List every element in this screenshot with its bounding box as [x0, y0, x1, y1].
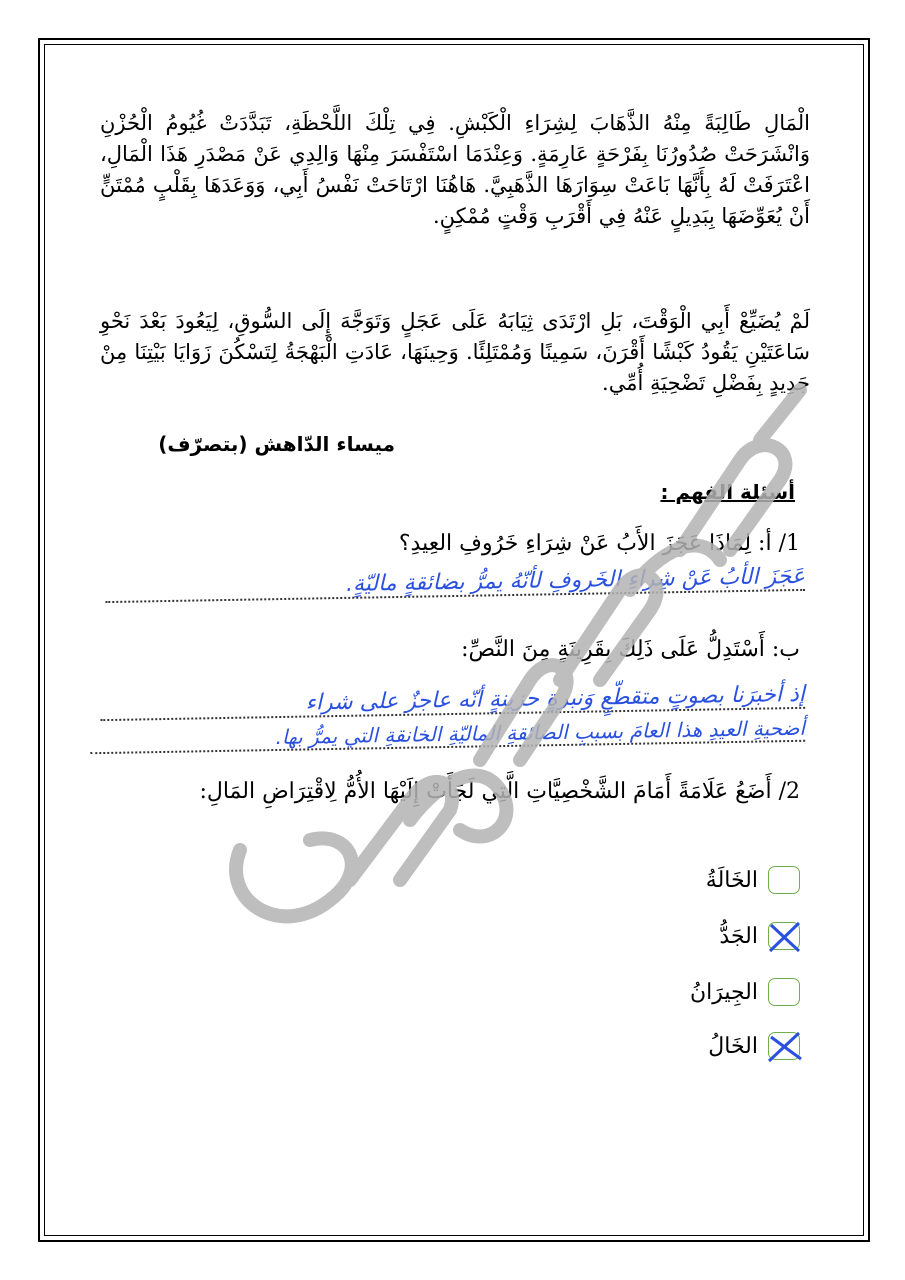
question-1b: ب: أَسْتَدِلُّ عَلَى ذَلِكَ بِقَرِينَةٍ مِنَ النَّصِّ:: [461, 637, 800, 662]
option-label: الخَالَةُ: [705, 867, 758, 893]
comprehension-heading: أسئلة الفهم :: [660, 480, 795, 504]
cross-mark-icon: [767, 1029, 803, 1065]
story-paragraph-2: لَمْ يُضَيِّعْ أَبِي الْوَقْتَ، بَلِ ارْتَدَى ثِيَابَهُ عَلَى عَجَلٍ وَتَوَجَّهَ إِلَى السُّوقِ، لِيَعُودَ بَعْدَ نَحْوِ سَاعَتَيْنِ يَقُودُ كَبْشًا أَقْرَنَ، سَمِينًا وَمُمْتَلِئًا. وَحِينَهَا، عَادَتِ الْبَهْجَةُ لِتَسْكُنَ زَوَايَا بَيْتِنَا مِنْ جَدِيدٍ بِفَضْلِ تَضْحِيَةِ أُمِّي.: [100, 309, 810, 395]
answer-1a-handwritten: عَجَزَ الأبُ عَنْ شِراءِ الخَروفِ لأنّهُ يمرُّ بضائقةٍ ماليّةٍ.: [105, 564, 805, 603]
question-1a: 1/ أ: لِمَاذَا عَجَزَ الأَبُ عَنْ شِرَاءِ خَرُوفِ العِيدِ؟: [398, 531, 800, 556]
option-label: الجَدُّ: [719, 923, 758, 949]
option-khal[interactable]: [708, 1032, 800, 1060]
answer-1b-line-2: أضحيةِ العيدِ هذا العامَ بسببِ الضائقةِ الماليّةِ الخانقةِ التي يمرُّ بها.: [90, 716, 805, 754]
author-credit: ميساء الدّاهش (بتصرّف): [158, 432, 395, 456]
option-label: الجِيرَانُ: [689, 979, 758, 1005]
question-2: 2/ أَضَعُ عَلَامَةً أَمَامَ الشَّخْصِيَّاتِ الَّتِي لَجَأَتْ إِلَيْهَا الأُمُّ لِاقْتِرَاضِ المَالِ:: [199, 779, 800, 804]
checkbox-jiran[interactable]: [768, 978, 800, 1006]
checkbox-khala[interactable]: [768, 866, 800, 894]
option-khala[interactable]: [706, 866, 800, 894]
answer-1b-line-1: إذ أخبرَنا بصوتٍ متقطّعٍ وَنبرةٍ حزينةٍ أنّه عاجزٌ على شراء: [100, 682, 805, 721]
story-paragraph-1: الْمَالِ طَالِبَةً مِنْهُ الذَّهَابَ لِشِرَاءِ الْكَبْشِ. فِي تِلْكَ اللَّحْظَةِ، تَبَدَّدَتْ غُيُومُ الْحُزْنِ وَانْشَرَحَتْ صُدُورُنَا بِفَرْحَةٍ عَارِمَةٍ. وَعِنْدَمَا اسْتَفْسَرَ مِنْهَا وَالِدِي عَنْ مَصْدَرِ هَذَا الْمَالِ، اعْتَرَفَتْ لَهُ بِأَنَّهَا بَاعَتْ سِوَارَهَا الذَّهَبِيَّ. هَاهُنَا ارْتَاحَتْ نَفْسُ أَبِي، وَوَعَدَهَا بِقَلْبٍ مُمْتَنٍّ أَنْ يُعَوِّضَهَا بِبَدِيلٍ عَنْهُ فِي أَقْرَبِ وَقْتٍ مُمْكِنٍ.: [100, 111, 810, 228]
checkbox-jadd[interactable]: [768, 922, 800, 950]
option-label: الخَالُ: [708, 1033, 758, 1059]
option-jiran[interactable]: [690, 978, 800, 1006]
option-jadd[interactable]: [719, 922, 800, 950]
checkbox-khal[interactable]: [768, 1032, 800, 1060]
cross-mark-icon: [767, 919, 803, 955]
